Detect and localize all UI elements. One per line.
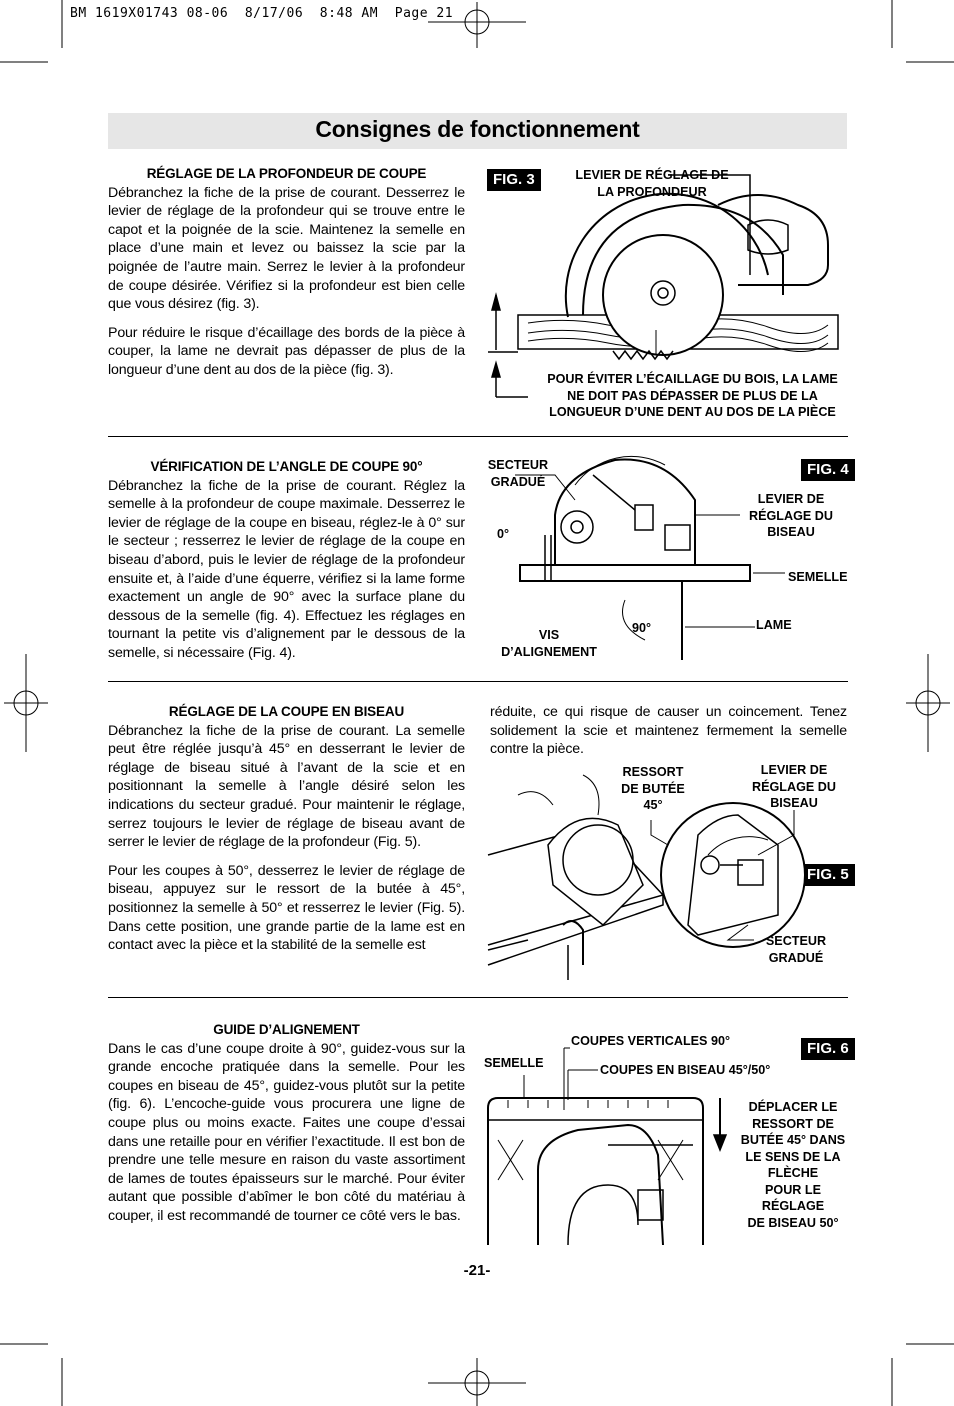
- section-divider: [108, 681, 848, 682]
- guide-heading: GUIDE D’ALIGNEMENT: [213, 1022, 360, 1037]
- fig5-spring-label: RESSORT DE BUTÉE 45°: [621, 765, 685, 812]
- fig4-tag: FIG. 4: [801, 459, 855, 481]
- depth-section: [108, 165, 465, 390]
- fig3-lever-label: LEVIER DE RÉGLAGE DE LA PROFONDEUR: [575, 168, 729, 199]
- angle90-heading: VÉRIFICATION DE L’ANGLE DE COUPE 90°: [150, 459, 423, 474]
- print-slug: BM 1619X01743 08-06 8/17/06 8:48 AM Page 21: [70, 6, 454, 21]
- fig4-shoe-label: SEMELLE: [788, 570, 848, 584]
- fig4-screw-label: VIS D’ALIGNEMENT: [501, 628, 597, 659]
- guide-section: [108, 1021, 465, 1236]
- fig5-sector-label: SECTEUR GRADUÉ: [765, 934, 827, 965]
- depth-heading: RÉGLAGE DE LA PROFONDEUR DE COUPE: [146, 166, 427, 181]
- fig4-lever-label: LEVIER DE RÉGLAGE DU BISEAU: [749, 492, 833, 539]
- fig4-sector-label: SECTEUR GRADUÉ: [487, 458, 549, 489]
- fig4-ninety-label: 90°: [632, 621, 652, 635]
- fig6-shoe-label: SEMELLE: [484, 1056, 544, 1070]
- bevel-paragraph-2: Pour les coupes à 50°, desserrez le levier de réglage de biseau, appuyez sur le ressort de la butée à 45°, positionnez la semelle à 50° et resserrez le levier (Fig. 5). Dans cette position, une grande partie de la lame est en contact avec la pièce et la stabilité de la semelle est: [108, 862, 465, 954]
- section-divider: [108, 436, 848, 437]
- fig3-tag: FIG. 3: [487, 169, 541, 191]
- bevel-section-continued: [490, 703, 847, 769]
- bevel-section: [108, 703, 465, 965]
- guide-paragraph: Dans le cas d’une coupe droite à 90°, guidez-vous sur la grande encoche pratiquée dans la semelle. Pour les coupes en biseau de 45°, guidez-vous plutôt sur la petite (fig. 6). L’encoche-guide vous procurera une ligne de coupe plus ou moins exacte. Faites une coupe d’essai dans une retaille pour en vérifier l’exactitude. Il est bon de prendre une telle mesure en raison du vaste assortiment de lames de toutes épaisseurs sur le marché. Pour éviter autant que possible d’abîmer le bon côté du matériau à couper, il est recommandé de tourner ce côté vers le bas.: [108, 1040, 465, 1224]
- fig5-saw-illustration: [488, 765, 848, 985]
- bevel-paragraph-1: Débranchez la fiche de la prise de courant. La semelle peut être réglée jusqu’à 45° en desserrant le levier de réglage de biseau situé à l’avant de la scie et en positionnant la semelle à l’angle désiré selon les indications du secteur gradué. Pour maintenir le réglage, serrez toujours le levier de réglage de biseau avant de serrer le levier de réglage de la profondeur (Fig. 5).: [108, 722, 465, 851]
- fig6-bevel-label: COUPES EN BISEAU 45°/50°: [600, 1063, 771, 1077]
- depth-paragraph-1: Débranchez la fiche de la prise de courant. Desserrez le levier de réglage de la profondeur qui se trouve entre le capot et la poignée de la scie. Maintenez la semelle en place d’une main et levez ou baissez la scie par la poignée de l’autre main. Serrez le levier à la profondeur de coupe désirée. Vérifiez si la profondeur est bien celle que vous désirez (fig. 3).: [108, 184, 465, 313]
- section-divider: [108, 997, 848, 998]
- page-number: -21-: [463, 1262, 491, 1279]
- fig3-note: POUR ÉVITER L’ÉCAILLAGE DU BOIS, LA LAME NE DOIT PAS DÉPASSER DE PLUS DE LA LONGUEUR D’UNE DENT AU DOS DE LA PIÈCE: [547, 372, 838, 419]
- fig4-blade-label: LAME: [756, 618, 792, 632]
- depth-paragraph-2: Pour réduire le risque d’écaillage des bords de la pièce à couper, la lame ne devrait pas dépasser de plus de la longueur d’une dent au dos de la pièce (fig. 3).: [108, 324, 465, 378]
- bevel-heading: RÉGLAGE DE LA COUPE EN BISEAU: [168, 704, 405, 719]
- fig6-shoe-illustration: [488, 1040, 738, 1220]
- page-title: Consignes de fonctionnement: [315, 116, 640, 142]
- fig6-move-label: DÉPLACER LE RESSORT DE BUTÉE 45° DANS LE SENS DE LA FLÈCHE POUR LE RÉGLAGE DE BISEAU 50°: [740, 1100, 846, 1230]
- angle90-paragraph: Débranchez la fiche de la prise de courant. Réglez la semelle à la profondeur de coupe maximale. Desserrez le levier de réglage de la coupe en biseau, réglez-le à 0° sur le secteur ; resserrez le levier de réglage de la coupe en biseau d’abord, puis le levier de réglage de la profondeur ensuite et, à l’aide d’une équerre, vérifiez si la lame forme exactement un angle de 90° avec la surface plane du dessous de la semelle (fig. 4). Effectuez les réglages en tournant la petite vis d’alignement par le dessous de la semelle, si nécessaire (Fig. 4).: [108, 477, 465, 661]
- bevel-paragraph-3: réduite, ce qui risque de causer un coincement. Tenez solidement la scie et maintenez fermement la semelle contre la pièce.: [490, 704, 847, 758]
- fig5-tag: FIG. 5: [801, 864, 855, 886]
- fig6-vertical-label: COUPES VERTICALES 90°: [571, 1034, 730, 1048]
- angle90-section: [108, 458, 465, 673]
- fig4-zero-label: 0°: [497, 527, 510, 541]
- fig4-saw-illustration: [515, 455, 755, 665]
- fig5-lever-label: LEVIER DE RÉGLAGE DU BISEAU: [752, 763, 836, 810]
- fig6-tag: FIG. 6: [801, 1038, 855, 1060]
